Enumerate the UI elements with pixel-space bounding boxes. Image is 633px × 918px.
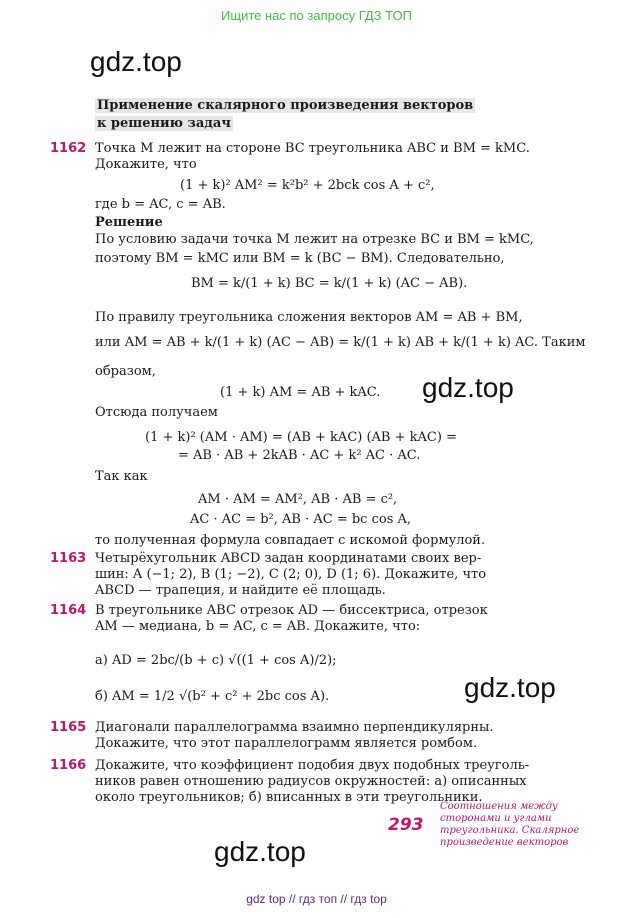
problem-text-line: около треугольников; б) вписанных в эти треугольники. xyxy=(95,790,483,805)
text-line: (1 + k)² (AM · AM) = (AB + kAC) (AB + kAC) = xyxy=(145,430,457,445)
text-line: BM = k/(1 + k) BC = k/(1 + k) (AC − AB). xyxy=(191,276,468,291)
text-line: Решение xyxy=(95,215,163,230)
text-line: По правилу треугольника сложения векторов AM = AB + BM, xyxy=(95,310,523,325)
problem-number-1162: 1162 xyxy=(50,141,87,156)
text-line: Отсюда получаем xyxy=(95,405,218,420)
text-line: AM · AM = AM², AB · AB = c², xyxy=(198,492,398,507)
text-line: Так как xyxy=(95,469,148,484)
problem-text-line: шин: A (−1; 2), B (1; −2), C (2; 0), D (1; 6). Докажите, что xyxy=(95,567,487,582)
problem-text-line: Диагонали параллелограмма взаимно перпендикулярны. xyxy=(95,720,494,735)
text-line: = AB · AB + 2kAB · AC + k² AC · AC. xyxy=(178,448,421,463)
watermark-4: gdz.top xyxy=(214,836,306,867)
watermark-2: gdz.top xyxy=(422,372,514,403)
problem-text-line: ABCD — трапеция, и найдите её площадь. xyxy=(95,583,386,598)
bottom-banner[interactable]: gdz top // гдз топ // гдз top xyxy=(246,892,387,906)
problem-number-1165: 1165 xyxy=(50,720,87,735)
section-title-line-1: Применение скалярного произведения векторов xyxy=(97,98,474,113)
top-banner[interactable]: Ищите нас по запросу ГДЗ ТОП xyxy=(221,8,412,23)
watermark-1: gdz.top xyxy=(90,46,182,77)
text-line: Точка M лежит на стороне BC треугольника ABC и BM = kMC. xyxy=(95,141,530,156)
section-title-line-2: к решению задач xyxy=(97,116,231,131)
problem-text-line: ников равен отношению радиусов окружностей: а) описанных xyxy=(95,774,527,789)
text-line: образом, xyxy=(95,364,156,379)
problem-text-line: а) AD = 2bc/(b + c) √((1 + cos A)/2); xyxy=(95,653,337,668)
text-line: или AM = AB + k/(1 + k) (AC − AB) = k/(1 + k) AB + k/(1 + k) AC. Таким xyxy=(95,335,586,350)
problem-text-line: В треугольнике ABC отрезок AD — биссектриса, отрезок xyxy=(95,603,488,618)
problem-text-line: Докажите, что этот параллелограмм является ромбом. xyxy=(95,736,478,751)
watermark-3: gdz.top xyxy=(464,672,556,703)
text-line: Докажите, что xyxy=(95,157,197,172)
problem-text-line: AM — медиана, b = AC, c = AB. Докажите, что: xyxy=(95,619,421,634)
page-number: 293 xyxy=(388,815,424,835)
text-line: AC · AC = b², AB · AC = bc cos A, xyxy=(190,512,412,527)
text-line: то полученная формула совпадает с искомой формулой. xyxy=(95,533,486,548)
side-note: Соотношения между сторонами и углами треугольника. Скалярное произведение векторов xyxy=(440,801,580,848)
text-line: (1 + k)² AM² = k²b² + 2bck cos A + c², xyxy=(180,178,435,193)
text-line: (1 + k) AM = AB + kAC. xyxy=(220,385,381,400)
text-line: По условию задачи точка M лежит на отрезке BC и BM = kMC, xyxy=(95,232,534,247)
problem-text-line: б) AM = 1/2 √(b² + c² + 2bc cos A). xyxy=(95,689,330,704)
text-line: где b = AC, c = AB. xyxy=(95,197,226,212)
problem-number-1164: 1164 xyxy=(50,603,87,618)
problem-text-line: Докажите, что коэффициент подобия двух подобных треуголь- xyxy=(95,758,530,773)
text-line: поэтому BM = kMC или BM = k (BC − BM). Следовательно, xyxy=(95,251,505,266)
problem-number-1166: 1166 xyxy=(50,758,87,773)
problem-text-line: Четырёхугольник ABCD задан координатами своих вер- xyxy=(95,551,482,566)
problem-number-1163: 1163 xyxy=(50,551,87,566)
